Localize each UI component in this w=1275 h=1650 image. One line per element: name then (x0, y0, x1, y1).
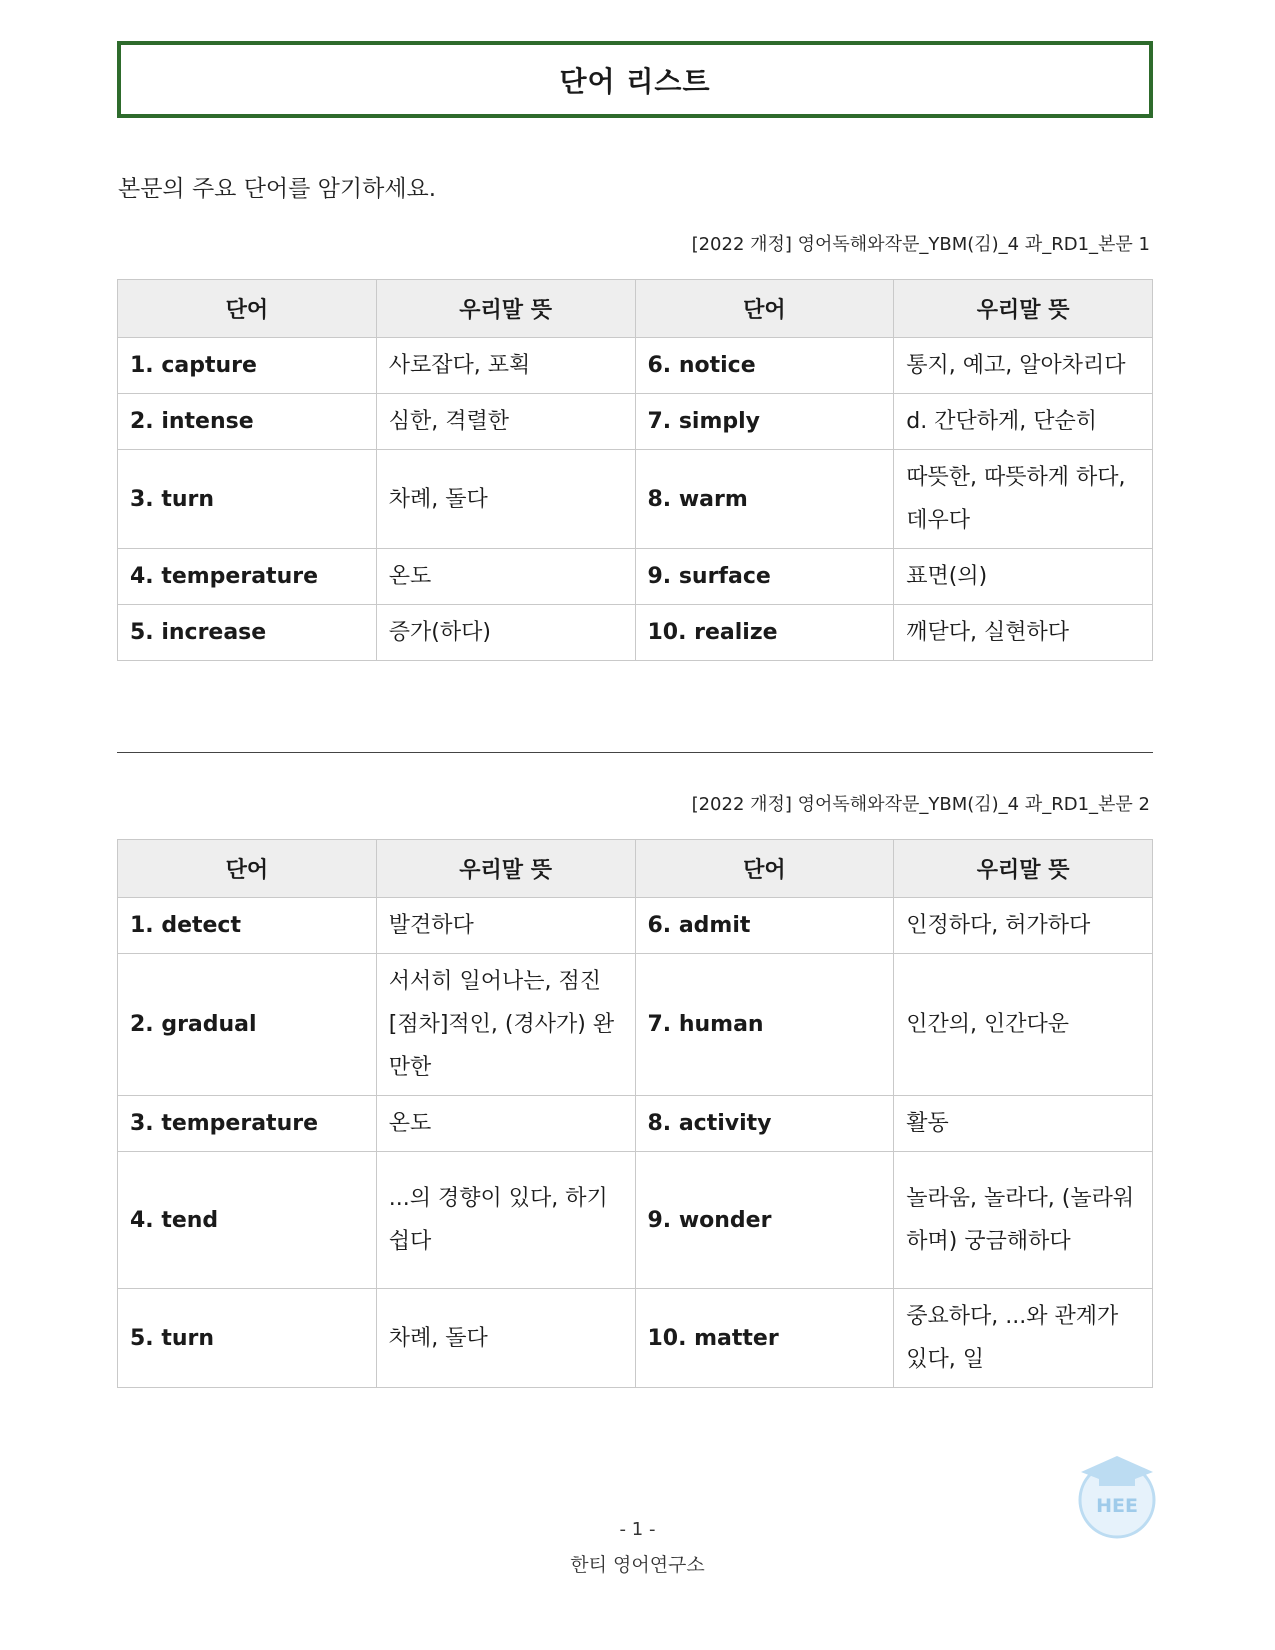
word-cell: 9. surface (635, 549, 894, 605)
table-header-row (118, 280, 1153, 338)
meaning-cell: 따뜻한, 따뜻하게 하다, 데우다 (894, 450, 1153, 549)
table-row (118, 394, 1153, 450)
footer-text: 한티 영어연구소 (570, 1554, 705, 1576)
header-meaning: 우리말 뜻 (894, 280, 1153, 338)
word-cell: 6. admit (635, 898, 894, 954)
table-row (118, 338, 1153, 394)
word-cell: 8. activity (635, 1096, 894, 1152)
header-word: 단어 (118, 280, 377, 338)
table-row (118, 898, 1153, 954)
meaning-cell: 인간의, 인간다운 (894, 954, 1153, 1096)
header-meaning: 우리말 뜻 (376, 840, 635, 898)
page-number: - 1 - (619, 1519, 656, 1540)
word-cell: 4. temperature (118, 549, 377, 605)
word-cell: 1. capture (118, 338, 377, 394)
word-cell: 9. wonder (635, 1152, 894, 1289)
meaning-cell: 차례, 돌다 (376, 1289, 635, 1388)
word-cell: 3. turn (118, 450, 377, 549)
section-source: [2022 개정] 영어독해와작문_YBM(김)_4 과_RD1_본문 1 (691, 234, 1150, 255)
section-divider (117, 752, 1153, 753)
header-word: 단어 (635, 280, 894, 338)
meaning-cell: 사로잡다, 포획 (376, 338, 635, 394)
meaning-cell: 깨닫다, 실현하다 (894, 605, 1153, 661)
word-cell: 7. human (635, 954, 894, 1096)
meaning-cell: 통지, 예고, 알아차리다 (894, 338, 1153, 394)
logo-text: HEE (1096, 1495, 1138, 1517)
header-meaning: 우리말 뜻 (894, 840, 1153, 898)
meaning-cell: 활동 (894, 1096, 1153, 1152)
word-cell: 6. notice (635, 338, 894, 394)
meaning-cell: 차례, 돌다 (376, 450, 635, 549)
table-row (118, 954, 1153, 1096)
table-row (118, 1289, 1153, 1388)
meaning-cell: 놀라움, 놀라다, (놀라워하며) 궁금해하다 (894, 1152, 1153, 1289)
word-cell: 8. warm (635, 450, 894, 549)
header-meaning: 우리말 뜻 (376, 280, 635, 338)
meaning-cell: 중요하다, ...와 관계가 있다, 일 (894, 1289, 1153, 1388)
table-header-row (118, 840, 1153, 898)
word-cell: 10. matter (635, 1289, 894, 1388)
meaning-cell: 표면(의) (894, 549, 1153, 605)
table-row (118, 1152, 1153, 1289)
word-cell: 3. temperature (118, 1096, 377, 1152)
table-row (118, 1096, 1153, 1152)
word-cell: 5. turn (118, 1289, 377, 1388)
meaning-cell: ...의 경향이 있다, 하기 쉽다 (376, 1152, 635, 1289)
meaning-cell: 발견하다 (376, 898, 635, 954)
meaning-cell: 온도 (376, 1096, 635, 1152)
header-word: 단어 (118, 840, 377, 898)
meaning-cell: 인정하다, 허가하다 (894, 898, 1153, 954)
table-row (118, 605, 1153, 661)
vocab-table (117, 279, 1153, 661)
word-cell: 5. increase (118, 605, 377, 661)
word-cell: 2. intense (118, 394, 377, 450)
page-title: 단어 리스트 (117, 41, 1153, 118)
meaning-cell: 서서히 일어나는, 점진[점차]적인, (경사가) 완만한 (376, 954, 635, 1096)
section-source: [2022 개정] 영어독해와작문_YBM(김)_4 과_RD1_본문 2 (691, 794, 1150, 815)
header-word: 단어 (635, 840, 894, 898)
word-cell: 1. detect (118, 898, 377, 954)
word-cell: 7. simply (635, 394, 894, 450)
meaning-cell: d. 간단하게, 단순히 (894, 394, 1153, 450)
word-cell: 4. tend (118, 1152, 377, 1289)
vocab-table (117, 839, 1153, 1388)
meaning-cell: 증가(하다) (376, 605, 635, 661)
instruction-text: 본문의 주요 단어를 암기하세요. (118, 176, 437, 202)
table-row (118, 549, 1153, 605)
word-cell: 10. realize (635, 605, 894, 661)
meaning-cell: 온도 (376, 549, 635, 605)
table-row (118, 450, 1153, 549)
word-cell: 2. gradual (118, 954, 377, 1096)
meaning-cell: 심한, 격렬한 (376, 394, 635, 450)
